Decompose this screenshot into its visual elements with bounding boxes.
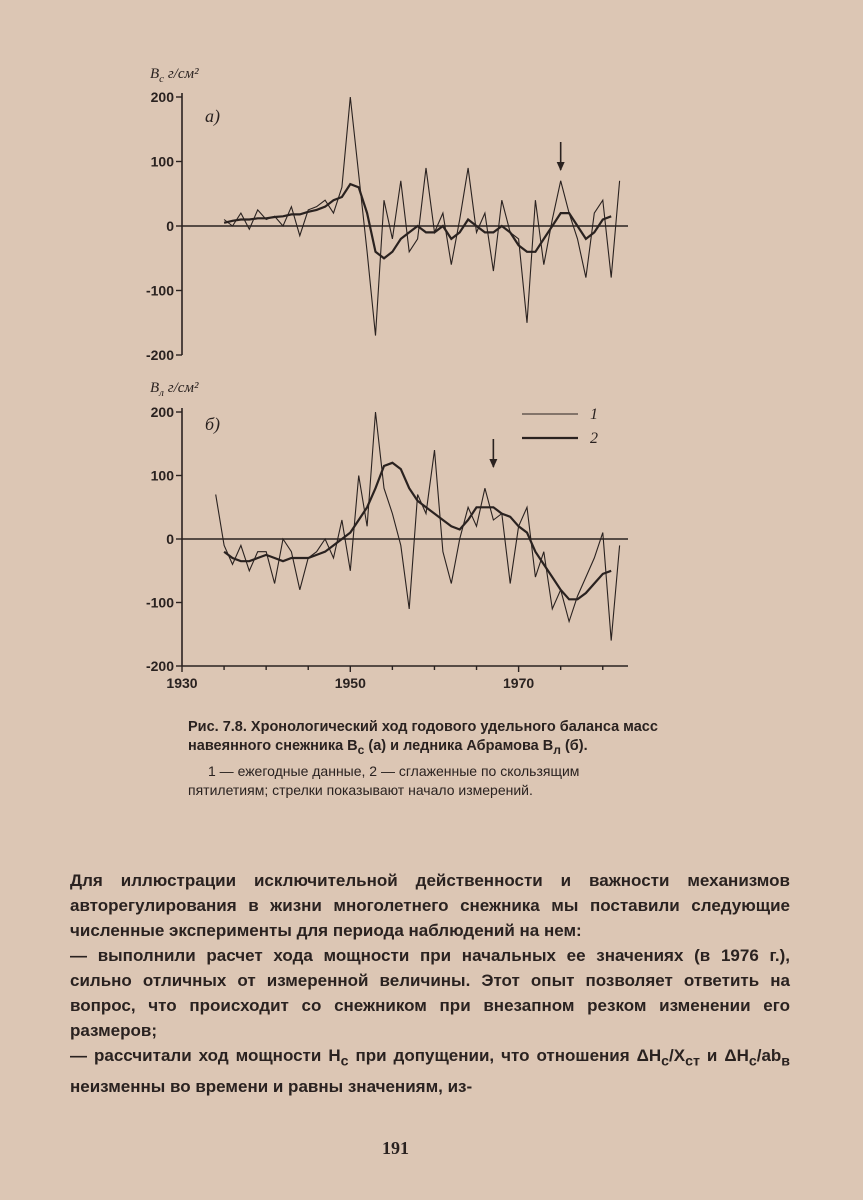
x-tick-label: 1930 <box>166 675 198 691</box>
figure-caption <box>188 718 658 800</box>
y-axis-label: $B_л$ г/см² <box>150 380 199 399</box>
series-2-line <box>224 463 611 600</box>
page-number: 191 <box>382 1138 409 1158</box>
legend-label-1: 1 <box>590 406 598 423</box>
y-tick-label: -100 <box>145 594 174 611</box>
y-tick-label: 100 <box>150 153 174 170</box>
y-tick-label: 100 <box>150 467 174 484</box>
y-tick-label: 200 <box>150 89 174 105</box>
body-paragraph-1: Для иллюстрации исключительной действенности и важности механизмов авторегулирования в жизни многолетнего снежника мы поставили следующие численные эксперименты для периода наблюдений на нем: <box>70 871 790 940</box>
series-2-line <box>224 184 611 258</box>
y-tick-label: -100 <box>145 282 174 299</box>
x-tick-label: 1950 <box>334 675 366 691</box>
panel-a-chart <box>146 66 628 363</box>
caption-title: Рис. 7.8. Хронологический ход годового удельного баланса масс навеянного снежника $B_с$ (а) и ледника Абрамова $B_л$ (б). <box>188 719 658 757</box>
measurement-start-arrowhead <box>489 459 497 468</box>
y-tick-label: 0 <box>166 218 174 234</box>
x-tick-label: 1970 <box>503 675 535 691</box>
panel-label: а) <box>205 106 220 126</box>
y-tick-label: -200 <box>145 658 174 674</box>
body-paragraph-2: — выполнили расчет хода мощности при начальных ее значениях (в 1976 г.), сильно отличных от измеренной величины. Этот опыт позволяет ответить на вопрос, что происходит со снежником при внезапном резком изменении его размеров; <box>70 946 790 1040</box>
y-axis-label: $B_с$ г/см² <box>150 66 199 85</box>
panel-label: б) <box>205 414 221 434</box>
series-1-line <box>216 412 620 641</box>
legend-label-2: 2 <box>590 430 598 447</box>
measurement-start-arrowhead <box>557 162 565 171</box>
caption-legend-text: 1 — ежегодные данные, 2 — сглаженные по скользящим пятилетиям; стрелки показывают начало измерений. <box>188 762 580 798</box>
body-text <box>70 868 790 1099</box>
y-tick-label: -200 <box>145 347 174 363</box>
body-paragraph-3: — рассчитали ход мощности $H_с$ при допущении, что отношения $\Delta H_с/X_{ст}$ и $\Delta H_с/ab_в$ неизменны во времени и равны значениям, из- <box>70 1046 790 1097</box>
y-tick-label: 200 <box>150 404 174 420</box>
y-tick-label: 0 <box>166 531 174 547</box>
panel-b-chart <box>146 380 628 691</box>
